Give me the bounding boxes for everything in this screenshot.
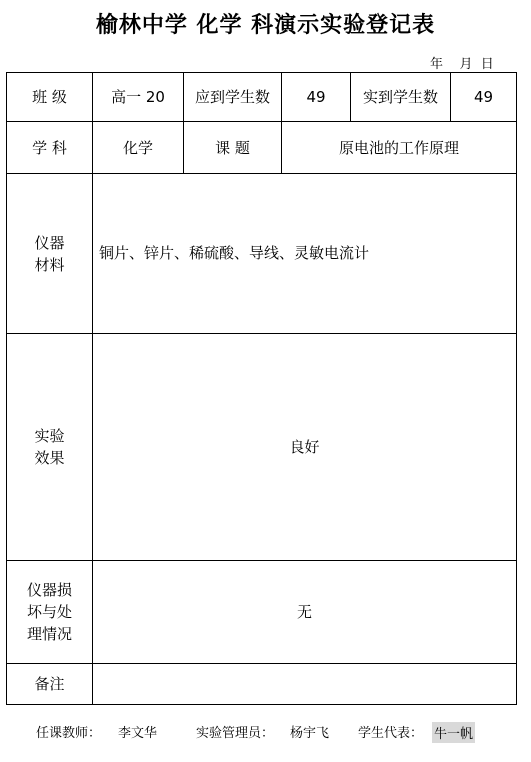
teacher-label: 任课教师： [36,726,102,741]
subject-label: 学 科 [7,122,93,174]
materials-label-line1: 仪器 [34,233,65,252]
effect-label-line1: 实验 [34,427,65,445]
table-row-subject [7,122,517,174]
damage-label-line1: 仪器损 [26,581,72,599]
materials-label-line2: 材料 [34,255,65,274]
damage-value: 无 [93,561,517,664]
table-row-class [7,73,517,122]
manager-label: 实验管理员： [196,726,275,741]
effect-label [7,334,93,561]
effect-value: 良好 [93,334,517,561]
page-title: 榆林中学 化学 科演示实验登记表 [95,13,436,38]
student-rep-name: 牛一帆 [432,722,475,743]
expected-students-value: 49 [282,73,351,122]
student-rep-label: 学生代表： [358,726,424,741]
actual-students-value: 49 [451,73,517,122]
table-row-effect [7,334,517,561]
table-row-materials [7,174,517,334]
class-value: 高一 20 [93,73,184,122]
damage-label-line3: 理情况 [26,625,72,643]
topic-value: 原电池的工作原理 [282,122,517,174]
manager-name: 杨宇飞 [290,726,330,741]
registration-table [6,72,517,705]
topic-label: 课 题 [184,122,282,174]
actual-students-label: 实到学生数 [351,73,451,122]
materials-value: 铜片、锌片、稀硫酸、导线、灵敏电流计 [93,174,517,334]
class-label: 班 级 [7,73,93,122]
effect-label-line2: 效果 [34,449,65,467]
expected-students-label: 应到学生数 [184,73,282,122]
materials-label [7,174,93,334]
teacher-name: 李文华 [118,726,158,741]
damage-label-line2: 坏与处 [26,603,72,621]
remarks-value [93,664,517,705]
table-row-damage [7,561,517,664]
damage-label [7,561,93,664]
subject-value: 化学 [93,122,184,174]
table-row-remarks [7,664,517,705]
remarks-label: 备注 [7,664,93,705]
date-line: 年 月 日 [430,57,494,72]
